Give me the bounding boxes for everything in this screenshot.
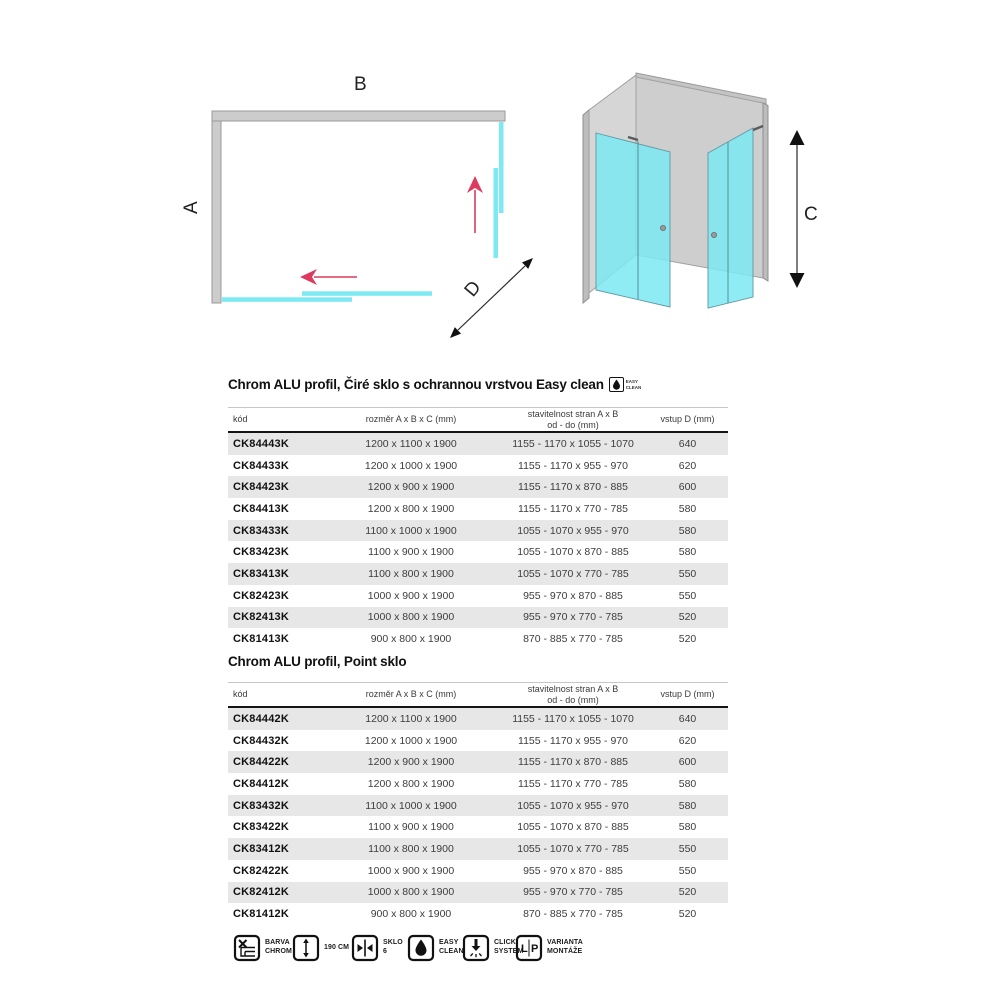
cell-kod: CK83422K: [233, 821, 290, 834]
cell-stavitelnost: 955 - 970 x 870 - 885: [523, 589, 623, 602]
table-row: [228, 498, 728, 520]
cell-stavitelnost: 955 - 970 x 770 - 785: [523, 611, 623, 624]
easy-clean-badge: [609, 377, 642, 392]
cell-kod: CK82422K: [233, 864, 290, 877]
table-row: [228, 585, 728, 607]
cell-stavitelnost: 1155 - 1170 x 770 - 785: [518, 502, 628, 515]
table-row: [228, 541, 728, 563]
table-row: [228, 520, 728, 542]
feature-icons-row: [0, 934, 1000, 968]
header-kod: kód: [233, 414, 248, 425]
slide-arrow-left: [300, 269, 357, 285]
feature-varianta-montaze: [515, 934, 583, 962]
wall-right-edge: [763, 103, 768, 281]
cell-rozmer: 1100 x 900 x 1900: [368, 546, 454, 559]
dimension-label-d: D: [460, 277, 486, 302]
cell-kod: CK84413K: [233, 502, 290, 515]
cell-vstup: 550: [678, 589, 697, 602]
cell-kod: CK84443K: [233, 437, 290, 450]
feature-label: EASY CLEAN: [439, 939, 464, 955]
cell-kod: CK84423K: [233, 481, 290, 494]
header-rozmer: rozměr A x B x C (mm): [365, 414, 457, 425]
cell-stavitelnost: 1055 - 1070 x 770 - 785: [517, 842, 629, 855]
header-stavitelnost: stavitelnost stran A x B od - do (mm): [527, 684, 619, 705]
table-row: [228, 730, 728, 752]
table-point-sklo: [228, 682, 728, 925]
isometric-enclosure-diagram: [560, 60, 840, 330]
cell-stavitelnost: 1155 - 1170 x 1055 - 1070: [512, 712, 634, 725]
cell-rozmer: 1200 x 900 x 1900: [367, 756, 455, 769]
header-kod: kód: [233, 689, 248, 700]
cell-stavitelnost: 1055 - 1070 x 770 - 785: [517, 567, 629, 580]
wall-top: [212, 111, 505, 121]
table-row: [228, 433, 728, 455]
cell-vstup: 520: [678, 633, 697, 646]
wall-left: [212, 121, 221, 303]
cell-kod: CK81412K: [233, 908, 290, 921]
cell-vstup: 620: [678, 734, 697, 747]
cell-vstup: 600: [678, 756, 697, 769]
cell-vstup: 550: [678, 842, 697, 855]
cell-vstup: 640: [678, 712, 697, 725]
cell-stavitelnost: 1155 - 1170 x 1055 - 1070: [512, 437, 634, 450]
cell-kod: CK83412K: [233, 842, 290, 855]
cell-vstup: 550: [678, 864, 697, 877]
cell-vstup: 580: [678, 777, 697, 790]
section1-title: Chrom ALU profil, Čiré sklo s ochrannou vrstvou Easy clean: [228, 377, 604, 392]
cell-kod: CK82412K: [233, 886, 290, 899]
cell-rozmer: 1100 x 800 x 1900: [368, 842, 454, 855]
feature-label: 190 CM: [324, 943, 350, 951]
feature-label: VARIANTA MONTÁŽE: [547, 939, 583, 955]
feature-sklo: [351, 934, 403, 962]
glass-panel-right-sliding: [494, 168, 499, 258]
table-row: [228, 751, 728, 773]
cell-stavitelnost: 870 - 885 x 770 - 785: [523, 908, 623, 921]
table-row: [228, 628, 728, 650]
cell-rozmer: 1200 x 1000 x 1900: [364, 734, 458, 747]
cell-stavitelnost: 1155 - 1170 x 870 - 885: [518, 756, 628, 769]
glass-panel-bottom-sliding: [222, 297, 352, 302]
section1-title-row: [228, 377, 641, 392]
svg-text:L: L: [521, 943, 528, 955]
glass-panel-bottom-fixed: [302, 291, 432, 296]
cell-stavitelnost: 1155 - 1170 x 955 - 970: [518, 734, 628, 747]
table-body: [228, 433, 728, 650]
header-rozmer: rozměr A x B x C (mm): [365, 689, 457, 700]
cell-vstup: 580: [678, 546, 697, 559]
table-body: [228, 708, 728, 925]
door-handle-right: [711, 232, 716, 237]
cell-rozmer: 1100 x 800 x 1900: [368, 567, 454, 580]
table-row: [228, 816, 728, 838]
cell-stavitelnost: 1155 - 1170 x 955 - 970: [518, 459, 628, 472]
cell-stavitelnost: 1055 - 1070 x 955 - 970: [517, 799, 629, 812]
cell-vstup: 640: [678, 437, 697, 450]
cell-kod: CK84433K: [233, 459, 290, 472]
cell-vstup: 620: [678, 459, 697, 472]
cell-vstup: 520: [678, 611, 697, 624]
table-cire-sklo: [228, 407, 728, 650]
table-header: [228, 407, 728, 433]
table-row: [228, 838, 728, 860]
cell-kod: CK84412K: [233, 777, 290, 790]
table-row: [228, 455, 728, 477]
table-row: [228, 882, 728, 904]
table-row: [228, 607, 728, 629]
cell-kod: CK82423K: [233, 589, 290, 602]
wall-left-edge: [583, 110, 589, 303]
cell-stavitelnost: 1055 - 1070 x 870 - 885: [517, 546, 629, 559]
cell-vstup: 580: [678, 799, 697, 812]
feature-easy-clean: [407, 934, 464, 962]
cell-kod: CK83433K: [233, 524, 290, 537]
plan-view-diagram: [170, 60, 560, 350]
table-row: [228, 860, 728, 882]
glass-thickness-icon: [351, 934, 379, 962]
feature-label: BARVA CHROM: [265, 939, 292, 955]
height-arrow-icon: [292, 934, 320, 962]
dimension-label-a: A: [181, 201, 202, 214]
cell-vstup: 520: [678, 908, 697, 921]
table-row: [228, 476, 728, 498]
cell-stavitelnost: 1155 - 1170 x 870 - 885: [518, 481, 628, 494]
easy-clean-icon: [407, 934, 435, 962]
feature-height: [292, 934, 349, 962]
click-system-icon: [462, 934, 490, 962]
cell-vstup: 600: [678, 481, 697, 494]
table-header: [228, 682, 728, 708]
height-dimension-arrow: [790, 130, 805, 288]
cell-rozmer: 1200 x 900 x 1900: [367, 481, 455, 494]
section2-title: Chrom ALU profil, Point sklo: [228, 654, 407, 669]
cell-kod: CK84442K: [233, 712, 290, 725]
section2-title-row: [228, 654, 406, 669]
barva-chrom-icon: [233, 934, 261, 962]
cell-kod: CK81413K: [233, 633, 290, 646]
cell-vstup: 550: [678, 567, 697, 580]
cell-stavitelnost: 955 - 970 x 770 - 785: [523, 886, 623, 899]
table-row: [228, 708, 728, 730]
left-right-variant-icon: [515, 934, 543, 962]
cell-rozmer: 1000 x 900 x 1900: [367, 589, 455, 602]
table-row: [228, 903, 728, 925]
cell-rozmer: 900 x 800 x 1900: [370, 908, 452, 921]
cell-kod: CK84422K: [233, 756, 290, 769]
door-handle-left: [660, 225, 665, 230]
glass-door-left: [596, 133, 670, 307]
cell-kod: CK83432K: [233, 799, 290, 812]
cell-stavitelnost: 1055 - 1070 x 870 - 885: [517, 821, 629, 834]
feature-label: SKLO 6: [383, 939, 403, 955]
cell-rozmer: 1000 x 800 x 1900: [367, 886, 455, 899]
svg-text:P: P: [531, 943, 539, 955]
glass-panel-right-fixed: [499, 122, 504, 213]
table-row: [228, 773, 728, 795]
cell-kod: CK82413K: [233, 611, 290, 624]
cell-rozmer: 1100 x 900 x 1900: [368, 821, 454, 834]
cell-rozmer: 900 x 800 x 1900: [370, 633, 452, 646]
entry-dimension-arrow: [447, 255, 536, 341]
cell-stavitelnost: 1155 - 1170 x 770 - 785: [518, 777, 628, 790]
cell-rozmer: 1000 x 900 x 1900: [367, 864, 455, 877]
cell-kod: CK83413K: [233, 567, 290, 580]
table-row: [228, 563, 728, 585]
cell-vstup: 580: [678, 821, 697, 834]
table-row: [228, 795, 728, 817]
header-vstup: vstup D (mm): [660, 689, 715, 700]
cell-vstup: 580: [678, 524, 697, 537]
feature-label: CLICK SYSTEM: [494, 939, 524, 955]
cell-rozmer: 1200 x 1000 x 1900: [364, 459, 458, 472]
dimension-label-b: B: [354, 74, 367, 95]
dimension-label-c: C: [804, 204, 818, 225]
cell-stavitelnost: 870 - 885 x 770 - 785: [523, 633, 623, 646]
cell-rozmer: 1000 x 800 x 1900: [367, 611, 455, 624]
cell-vstup: 580: [678, 502, 697, 515]
header-vstup: vstup D (mm): [660, 414, 715, 425]
cell-rozmer: 1200 x 1100 x 1900: [365, 437, 457, 450]
cell-vstup: 520: [678, 886, 697, 899]
cell-rozmer: 1200 x 1100 x 1900: [365, 712, 457, 725]
cell-rozmer: 1100 x 1000 x 1900: [365, 799, 457, 812]
cell-kod: CK83423K: [233, 546, 290, 559]
header-stavitelnost: stavitelnost stran A x B od - do (mm): [527, 409, 619, 430]
feature-barva-chrom: [233, 934, 292, 962]
cell-rozmer: 1100 x 1000 x 1900: [365, 524, 457, 537]
easy-clean-badge-text: EASY CLEAN: [625, 379, 642, 390]
cell-kod: CK84432K: [233, 734, 290, 747]
cell-stavitelnost: 1055 - 1070 x 955 - 970: [517, 524, 629, 537]
cell-rozmer: 1200 x 800 x 1900: [367, 777, 455, 790]
easy-clean-drop-icon: [609, 377, 624, 392]
cell-rozmer: 1200 x 800 x 1900: [367, 502, 455, 515]
slide-arrow-up: [467, 176, 483, 233]
cell-stavitelnost: 955 - 970 x 870 - 885: [523, 864, 623, 877]
